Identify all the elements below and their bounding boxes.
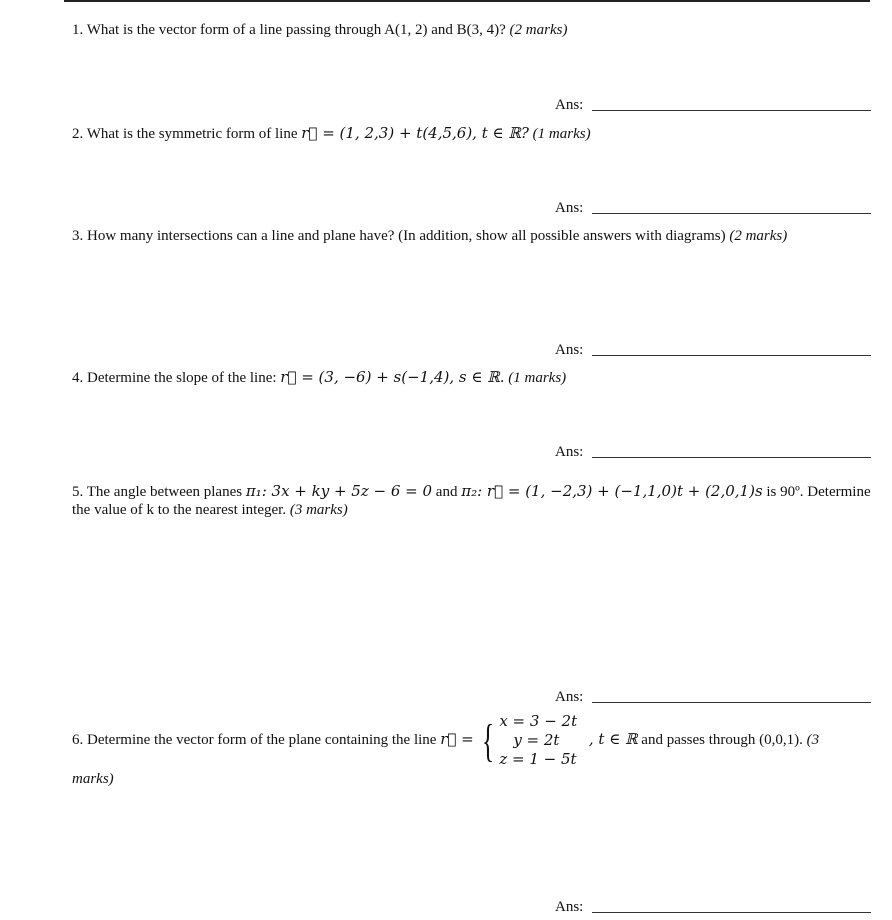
question-6-suffix: and passes through (0,0,1). (641, 731, 803, 748)
answer-label: Ans: (555, 97, 584, 113)
answer-label: Ans: (555, 899, 584, 915)
question-3-text: 3. How many intersections can a line and plane have? (In addition, show all possible answers with diagrams) (72, 228, 726, 244)
answer-label: Ans: (555, 444, 584, 460)
question-2-marks: (1 marks) (532, 126, 591, 142)
question-2 (72, 124, 872, 143)
question-5-suffix: is 90º. Determine the value of k to the nearest integer. (72, 484, 871, 518)
answer-line (592, 912, 871, 913)
question-3 (72, 227, 872, 245)
question-4-text: 4. Determine the slope of the line: (72, 370, 277, 386)
answer-2[interactable] (555, 199, 871, 217)
question-6-marks-line (72, 770, 872, 788)
question-4-equation: r⃗ = (3, −6) + s(−1,4), s ∈ ℝ. (280, 368, 505, 386)
question-4-marks: (1 marks) (508, 370, 567, 386)
answer-line (592, 457, 871, 458)
answer-line (592, 110, 871, 111)
question-6-marks-open: (3 (806, 731, 820, 748)
answer-line (592, 355, 871, 356)
answer-line (592, 213, 871, 214)
parametric-system (499, 712, 577, 769)
question-5 (72, 482, 874, 519)
answer-label: Ans: (555, 689, 584, 705)
system-row-y: y = 2t (513, 731, 560, 749)
question-3-marks: (2 marks) (729, 228, 788, 244)
system-row-z: z = 1 − 5t (499, 750, 577, 768)
question-6-domain: , t ∈ ℝ (588, 729, 638, 748)
question-1-marks: (2 marks) (509, 22, 568, 38)
answer-label: Ans: (555, 200, 584, 216)
answer-line (592, 702, 871, 703)
question-5-text: 5. The angle between planes (72, 484, 243, 500)
question-1-text: 1. What is the vector form of a line passing through A(1, 2) and B(3, 4)? (72, 22, 506, 38)
question-2-equation: r⃗ = (1, 2,3) + t(4,5,6), t ∈ ℝ? (301, 124, 529, 142)
answer-6[interactable] (555, 898, 871, 916)
question-2-text: 2. What is the symmetric form of line (72, 126, 298, 142)
question-6-lhs: r⃗ = (440, 729, 474, 748)
system-row-x: x = 3 − 2t (499, 712, 578, 730)
left-brace: { (482, 714, 495, 766)
question-1 (72, 21, 872, 39)
question-5-plane-1: π₁: 3x + ky + 5z − 6 = 0 (245, 482, 433, 500)
answer-4[interactable] (555, 443, 871, 461)
answer-3[interactable] (555, 341, 871, 359)
question-4 (72, 368, 872, 387)
question-5-and: and (435, 484, 458, 500)
answer-5[interactable] (555, 688, 871, 706)
question-6 (72, 712, 819, 769)
question-6-text: 6. Determine the vector form of the plane containing the line (72, 731, 437, 748)
answer-label: Ans: (555, 342, 584, 358)
top-rule (64, 0, 870, 2)
answer-1[interactable] (555, 96, 871, 114)
question-5-marks: (3 marks) (289, 502, 348, 518)
question-5-plane-2: π₂: r⃗ = (1, −2,3) + (−1,1,0)t + (2,0,1)s (461, 482, 763, 500)
question-6-marks-close: marks) (72, 771, 114, 787)
